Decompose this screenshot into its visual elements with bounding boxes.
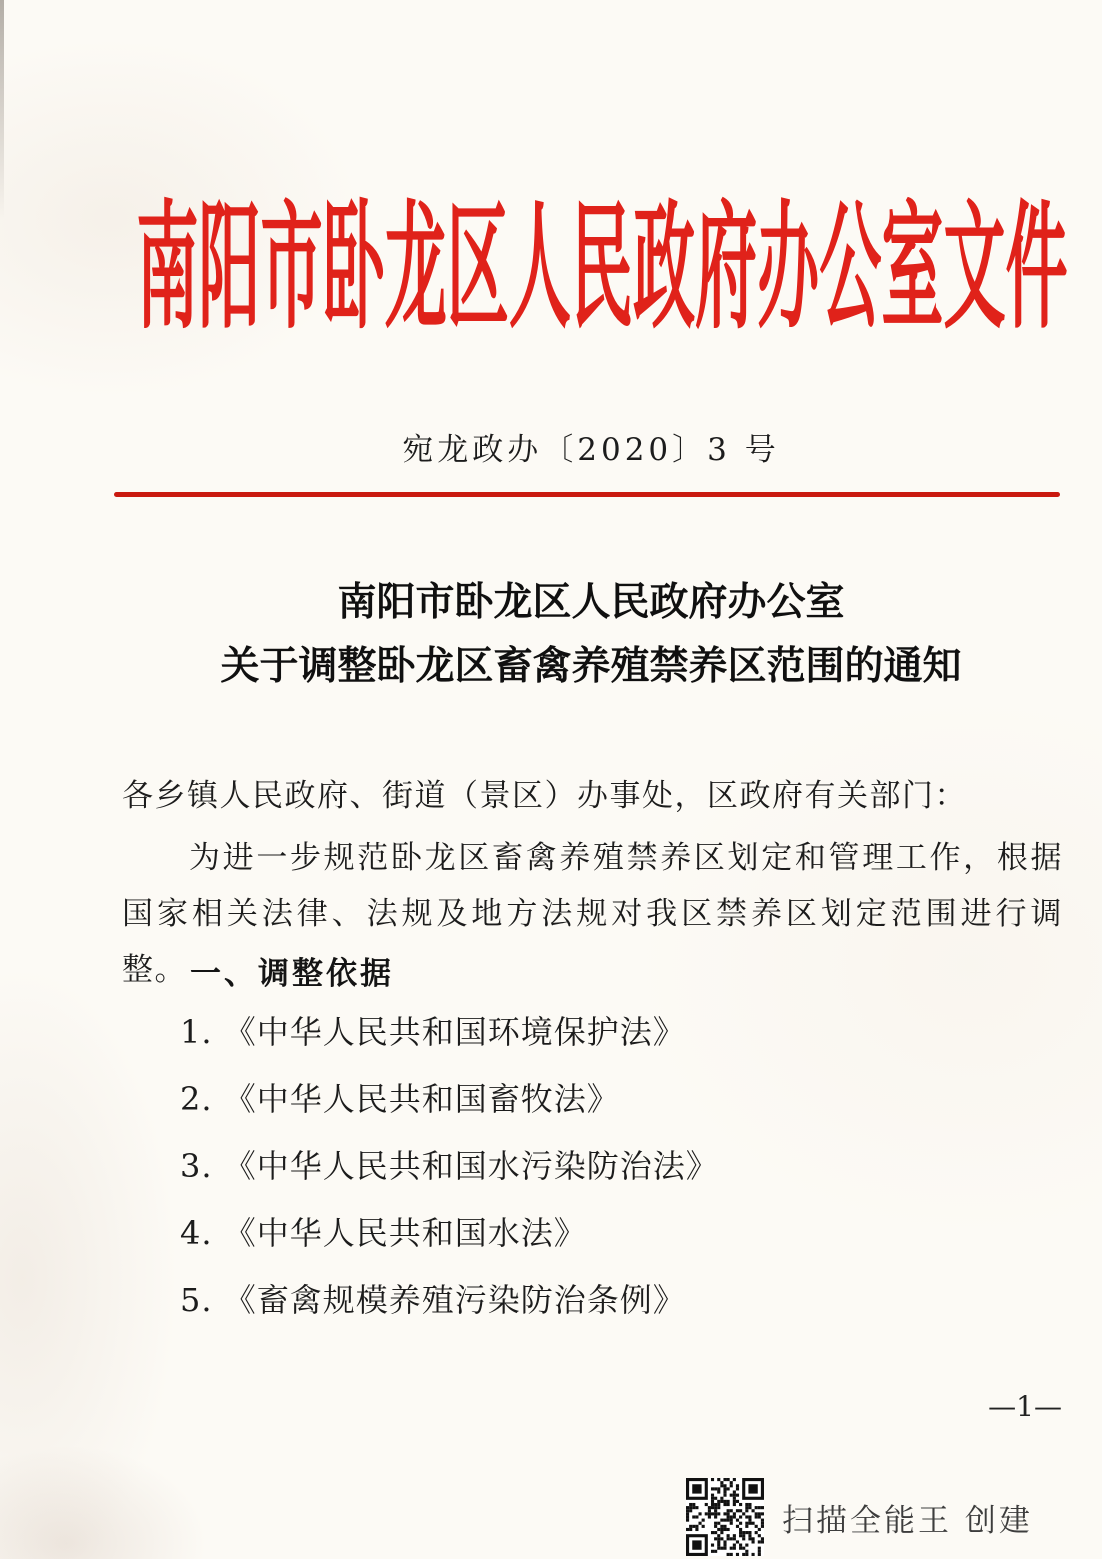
legal-item: 3. 《中华人民共和国水污染防治法》 bbox=[180, 1147, 719, 1185]
salutation-line: 各乡镇人民政府、街道（景区）办事处，区政府有关部门： bbox=[122, 778, 967, 814]
document-number: 宛龙政办〔2020〕3 号 bbox=[402, 432, 780, 468]
document-title bbox=[122, 570, 1060, 698]
legal-item: 5. 《畜禽规模养殖污染防治条例》 bbox=[180, 1281, 686, 1319]
legal-item: 4. 《中华人民共和国水法》 bbox=[180, 1214, 587, 1252]
document-title-line2: 关于调整卧龙区畜禽养殖禁养区范围的通知 bbox=[220, 643, 962, 689]
legal-reference-list bbox=[180, 999, 719, 1334]
scanner-credit-text: 扫描全能王 创建 bbox=[782, 1502, 1033, 1539]
section-heading: 一、调整依据 bbox=[190, 956, 394, 992]
scan-edge-shadow bbox=[0, 0, 4, 220]
legal-item: 2. 《中华人民共和国畜牧法》 bbox=[180, 1080, 620, 1118]
body-paragraph: 为进一步规范卧龙区畜禽养殖禁养区划定和管理工作，根据国家相关法律、法规及地方法规对我区禁养区划定范围进行调整。 bbox=[122, 840, 1063, 988]
page-number: —1— bbox=[988, 1390, 1062, 1423]
red-divider-rule bbox=[114, 492, 1060, 497]
legal-item: 1. 《中华人民共和国环境保护法》 bbox=[180, 1013, 686, 1051]
red-header-banner bbox=[122, 158, 1068, 350]
qr-code-icon bbox=[686, 1478, 764, 1556]
red-header-banner-text: 南阳市卧龙区人民政府办公室文件 bbox=[136, 188, 1068, 350]
document-title-line1: 南阳市卧龙区人民政府办公室 bbox=[337, 579, 845, 625]
scanner-watermark bbox=[686, 1478, 1033, 1556]
